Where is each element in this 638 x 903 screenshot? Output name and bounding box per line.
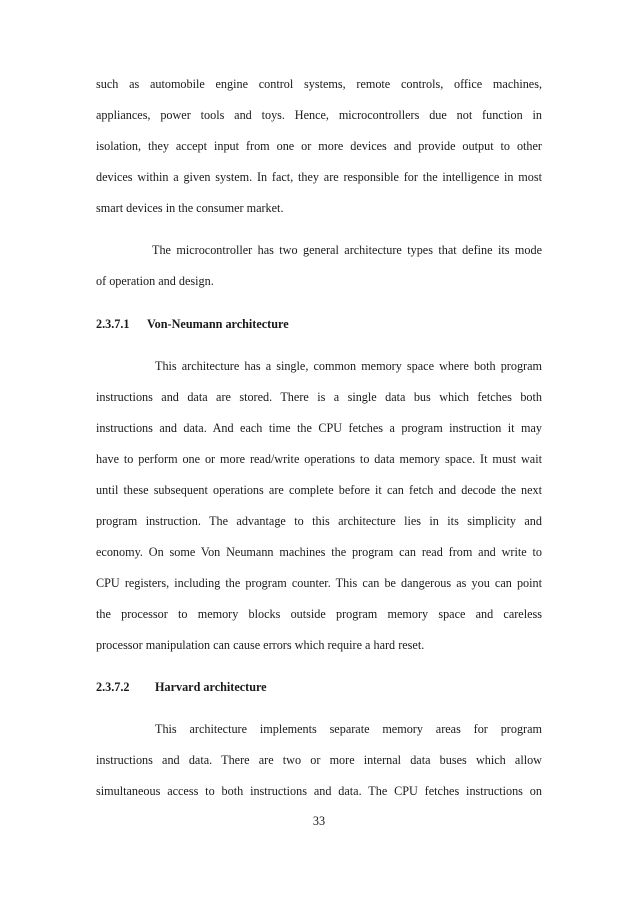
text-line: instructions and data. There are two or more internal data buses which allow: [96, 753, 542, 767]
text-line: isolation, they accept input from one or more devices and provide output to other: [96, 139, 542, 153]
text-line: This architecture has a single, common memory space where both program: [155, 359, 542, 373]
text-line: CPU registers, including the program counter. This can be dangerous as you can point: [96, 576, 542, 590]
text-line: This architecture implements separate memory areas for program: [155, 722, 542, 736]
text-line: have to perform one or more read/write operations to data memory space. It must wait: [96, 452, 542, 466]
section-title: Von-Neumann architecture: [147, 317, 289, 331]
text-line: economy. On some Von Neumann machines the program can read from and write to: [96, 545, 542, 559]
text-line: smart devices in the consumer market.: [96, 201, 284, 215]
text-line: The microcontroller has two general architecture types that define its mode: [152, 243, 542, 257]
text-line: such as automobile engine control systems, remote controls, office machines,: [96, 77, 542, 91]
text-line: simultaneous access to both instructions and data. The CPU fetches instructions on: [96, 784, 542, 798]
section-number: 2.3.7.1: [96, 317, 130, 331]
page-number: 33: [312, 814, 326, 828]
text-line: appliances, power tools and toys. Hence, microcontrollers due not function in: [96, 108, 542, 122]
text-line: instructions and data. And each time the CPU fetches a program instruction it may: [96, 421, 542, 435]
text-line: processor manipulation can cause errors which require a hard reset.: [96, 638, 425, 652]
text-line: devices within a given system. In fact, they are responsible for the intelligence in most: [96, 170, 542, 184]
text-line: instructions and data are stored. There is a single data bus which fetches both: [96, 390, 542, 404]
section-number: 2.3.7.2: [96, 680, 130, 694]
text-line: the processor to memory blocks outside program memory space and careless: [96, 607, 542, 621]
section-title: Harvard architecture: [155, 680, 267, 694]
text-line: until these subsequent operations are complete before it can fetch and decode the next: [96, 483, 542, 497]
text-line: of operation and design.: [96, 274, 214, 288]
text-line: program instruction. The advantage to this architecture lies in its simplicity and: [96, 514, 542, 528]
